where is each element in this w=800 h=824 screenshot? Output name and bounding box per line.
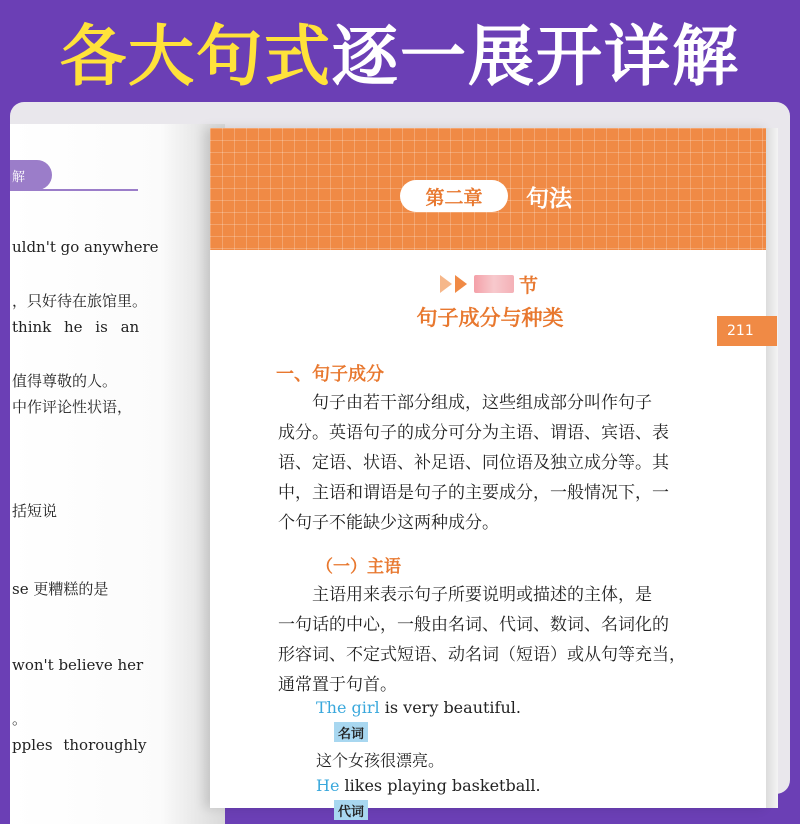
section-title: 句子成分与种类 — [416, 306, 564, 330]
blurred-section-number — [474, 275, 514, 293]
paragraph-line: 形容词、不定式短语、动名词（短语）或从句等充当， — [278, 645, 686, 665]
left-page-line: uldn't go anywhere — [12, 238, 159, 256]
paragraph-line: 主语用来表示句子所要说明或描述的主体，是 — [312, 585, 652, 605]
left-page-line: 。 — [12, 710, 28, 728]
paragraph-line: 句子由若干部分组成，这些组成部分叫作句子 — [312, 393, 652, 413]
example-sentence — [316, 698, 521, 717]
chapter-title: 句法 — [526, 185, 572, 212]
example-sentence — [316, 776, 541, 795]
example-rest: is very beautiful. — [379, 698, 521, 717]
left-page-rule — [10, 189, 138, 191]
section-suffix: 节 — [519, 274, 539, 297]
left-page-line: ，只好待在旅馆里。 — [12, 292, 148, 310]
paragraph-line: 中，主语和谓语是句子的主要成分，一般情况下，一 — [278, 483, 669, 503]
example-rest: likes playing basketball. — [339, 776, 541, 795]
chapter-label: 第二章 — [400, 180, 508, 212]
part-of-speech-tag: 代词 — [334, 800, 368, 820]
paragraph-line: 语、定语、状语、补足语、同位语及独立成分等。其 — [278, 453, 669, 473]
example-translation: 这个女孩很漂亮。 — [316, 751, 445, 770]
example-subject: He — [316, 776, 340, 795]
book-photo-frame — [10, 102, 790, 820]
left-tab-glyph: 解 — [12, 170, 26, 185]
chevron-right-icon — [440, 275, 452, 293]
left-page-line: think he is an — [12, 318, 140, 336]
section-number — [440, 272, 570, 296]
example-subject: The girl — [316, 698, 380, 717]
page-edge — [766, 128, 778, 808]
paragraph-line: 个句子不能缺少这两种成分。 — [278, 513, 499, 533]
paragraph-line: 成分。英语句子的成分可分为主语、谓语、宾语、表 — [278, 423, 669, 443]
left-page-line: 值得尊敬的人。 — [12, 372, 118, 390]
paragraph-line: 通常置于句首。 — [278, 675, 397, 695]
heading-sentence-components: 一、句子成分 — [276, 364, 384, 385]
left-page-line: won't believe her — [12, 656, 144, 674]
page-number: 211 — [717, 316, 777, 346]
chapter-header — [210, 128, 770, 250]
left-page-line: 括短说 — [12, 502, 58, 520]
right-page — [210, 128, 770, 820]
left-page-line: 中作评论性状语， — [12, 398, 133, 416]
left-page-tab — [10, 160, 52, 190]
promo-banner — [0, 0, 800, 100]
banner-rest: 逐一展开详解 — [332, 17, 740, 95]
paragraph-line: 一句话的中心，一般由名词、代词、数词、名词化的 — [278, 615, 669, 635]
left-page-line: se 更糟糕的是 — [12, 580, 109, 598]
left-page-line: pples thoroughly — [12, 736, 147, 754]
part-of-speech-tag: 名词 — [334, 722, 368, 742]
chevron-right-icon — [455, 275, 467, 293]
paragraph-components — [278, 388, 710, 538]
heading-subject: （一）主语 — [316, 557, 401, 577]
left-page — [10, 124, 225, 824]
banner-highlight: 各大句式 — [60, 17, 332, 95]
paragraph-subject — [278, 580, 710, 700]
